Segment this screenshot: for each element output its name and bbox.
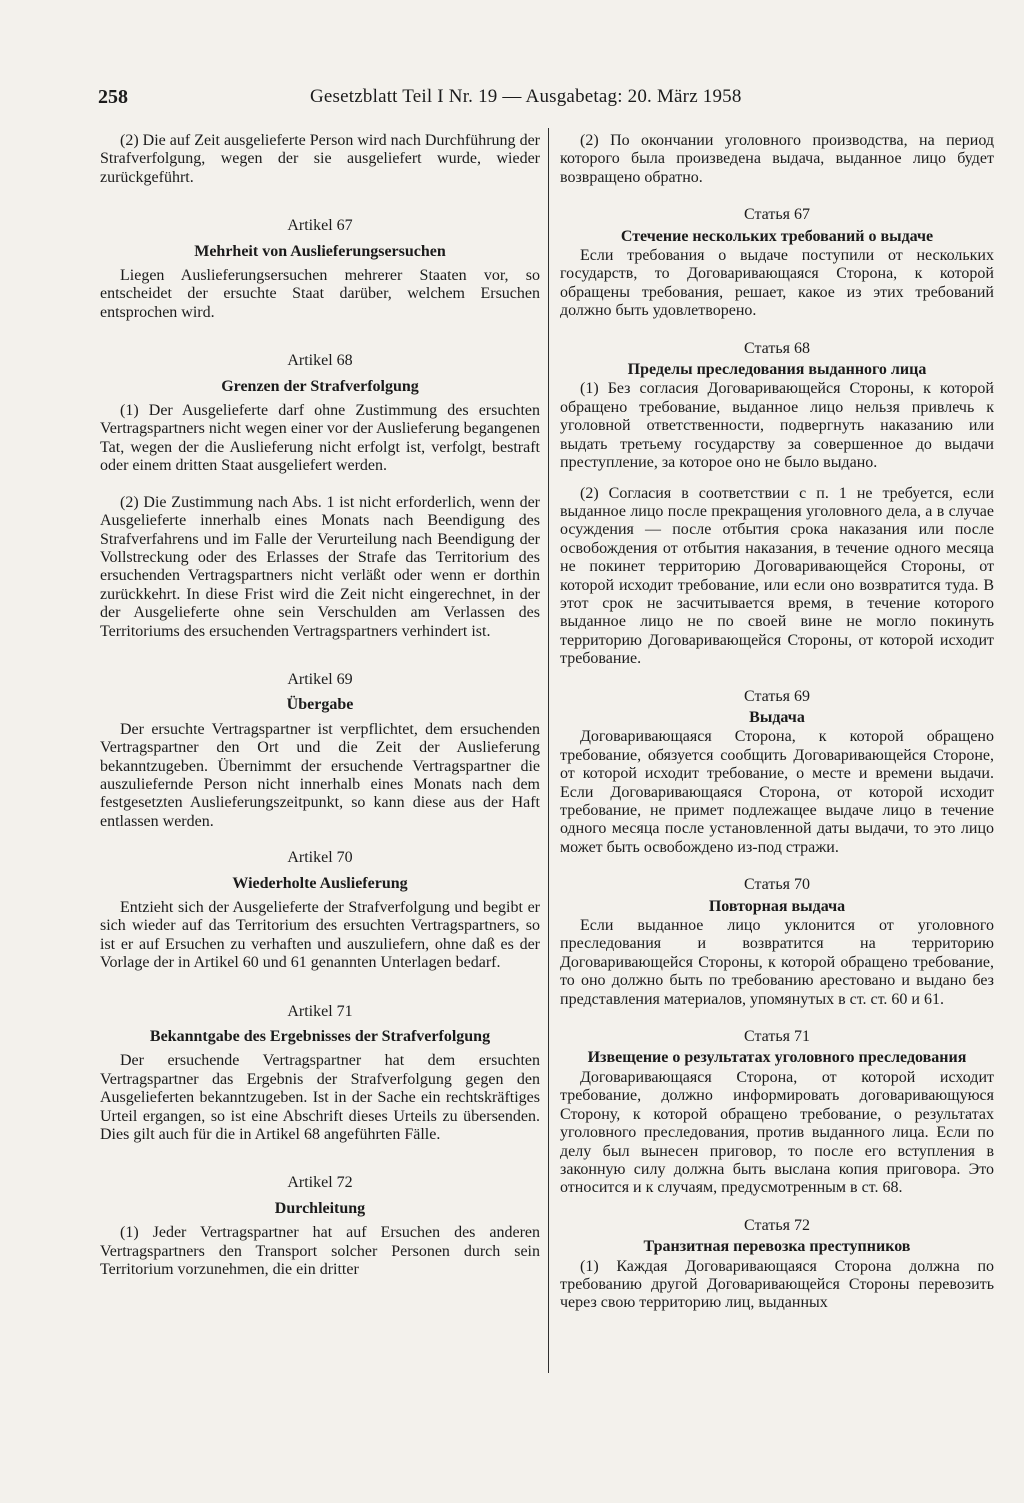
article-paragraph: Der ersuchende Vertragspartner hat dem ersuchten Vertragspartner das Ergebnis der Strafverfolgung gegen den Ausgelieferten bekanntzugeben. Ist in der Sache ein rechtskräftiges Urteil ergangen, so ist eine Abschrift dieses Urteils zu übersenden. Dies gilt auch für die in Artikel 68 angeführten Fälle. xyxy=(100,1052,540,1144)
article-number: Artikel 69 xyxy=(287,670,353,688)
article-number: Статья 69 xyxy=(744,687,810,705)
article-heading: Durchleitung xyxy=(274,1199,366,1217)
german-article-69 xyxy=(100,671,540,831)
russian-article-72 xyxy=(560,1217,994,1313)
article-number: Статья 67 xyxy=(744,206,810,224)
article-paragraph: Entzieht sich der Ausgelieferte der Strafverfolgung und begibt er sich wieder auf das Territorium des ersuchten Vertragspartners, so ist er auf Ersuchen zu verhaften und auszuliefern, ohne daß es der Vorlage der in Artikel 60 und 61 genannten Unterlagen bedarf. xyxy=(100,899,540,972)
article-number: Статья 68 xyxy=(744,339,810,357)
article-number: Статья 70 xyxy=(744,876,810,894)
article-heading: Übergabe xyxy=(286,696,354,714)
article-paragraph: (1) Без согласия Договаривающейся Стороны, к которой обращено требование, выданное лицо нельзя привлечь к уголовной ответственности, подвергнуть наказанию или выдать третьему государству за совершенное до выдачи преступление, за которое оно не было выдано. xyxy=(560,380,994,472)
article-number: Artikel 67 xyxy=(287,217,353,235)
article-heading: Пределы преследования выданного лица xyxy=(627,361,927,379)
article-number: Статья 72 xyxy=(744,1216,810,1234)
article-heading: Повторная выдача xyxy=(708,897,846,915)
running-head: Gesetzblatt Teil I Nr. 19 — Ausgabetag: 20. März 1958 xyxy=(310,86,742,107)
page-header xyxy=(98,86,994,114)
article-heading: Wiederholte Auslieferung xyxy=(232,874,408,892)
article-paragraph: Если выданное лицо уклонится от уголовного преследования и возвратится на территорию Договаривающейся Стороны, к которой обращено требование, то оно должно быть по требованию арестовано и выдано без представления материалов, упомянутых в ст. ст. 60 и 61. xyxy=(560,917,994,1008)
article-paragraph: Der ersuchte Vertragspartner ist verpflichtet, dem ersuchenden Vertragspartner den Ort und die Zeit der Auslieferung bekanntzugeben. Übernimmt der ersuchende Vertragspartner die auszuliefernde Person nicht innerhalb eines Monats nach dem festgesetzten Auslieferungszeitpunkt, so kann diese aus der Haft entlassen werden. xyxy=(100,720,540,830)
article-heading: Стечение нескольких требований о выдаче xyxy=(620,227,934,245)
german-article-68 xyxy=(100,352,540,641)
russian-article-67 xyxy=(560,206,994,320)
german-column xyxy=(100,132,540,1280)
german-article-67 xyxy=(100,217,540,322)
article-paragraph: (2) Die Zustimmung nach Abs. 1 ist nicht erforderlich, wenn der Ausgelieferte innerhalb eines Monats nach Beendigung des Strafverfahrens und im Falle der Verurteilung nach Beendigung der Vollstreckung oder des Erlasses der Strafe das Territorium des ersuchenden Vertragspartners nicht verläßt oder wenn er dorthin zurückkehrt. In diese Frist wird die Zeit nicht eingerechnet, in der der Ausgelieferte ohne sein Verschulden am Verlassen des Territoriums des ersuchenden Vertragspartners verhindert ist. xyxy=(100,493,540,640)
russian-article-70 xyxy=(560,876,994,1009)
article-paragraph: Договаривающаяся Сторона, от которой исходит требование, должно информировать договаривающуюся Сторону, к которой обращено требование, о результатах уголовного преследования, против выданного лица. Если по делу был вынесен приговор, то после его вступления в законную силу должна быть выслана копия приговора. Это относится и к случаям, предусмотренным в ст. 68. xyxy=(560,1068,994,1197)
article-number: Artikel 72 xyxy=(287,1174,353,1192)
article-paragraph: (1) Jeder Vertragspartner hat auf Ersuchen des anderen Vertragspartners den Transport solcher Personen durch sein Territorium vorzunehmen, die ein dritter xyxy=(100,1224,540,1279)
article-heading: Транзитная перевозка преступников xyxy=(643,1238,911,1256)
article-heading: Bekanntgabe des Ergebnisses der Strafverfolgung xyxy=(149,1028,491,1046)
article-paragraph: (2) Согласия в соответствии с п. 1 не требуется, если выданное лицо после прекращения уголовного дела, а в случае осуждения — после отбытия срока наказания или после освобождения от отбытия наказания, в течение одного месяца не покинет территорию Договаривающейся Стороны, от которой исходит требование, или если оно возвратится туда. В этот срок не засчитывается время, в течение которого выданное лицо не по своей вине не могло покинуть территорию Договаривающейся Стороны, от которой исходит требование. xyxy=(560,484,994,668)
russian-article-71 xyxy=(560,1028,994,1198)
article-paragraph: (1) Der Ausgelieferte darf ohne Zustimmung des ersuchten Vertragspartners nicht wegen einer vor der Auslieferung begangenen Tat, wegen der die Auslieferung nicht erfolgt ist, verfolgt, bestraft oder einem dritten Staat ausgeliefert werden. xyxy=(100,402,540,475)
russian-article-69 xyxy=(560,688,994,858)
article-number: Artikel 70 xyxy=(287,849,353,867)
russian-column xyxy=(560,132,994,1313)
article-heading: Mehrheit von Auslieferungsersuchen xyxy=(194,242,446,260)
german-article-72 xyxy=(100,1174,540,1279)
russian-intro-paragraph: (2) По окончании уголовного производства, на период которого была произведена выдача, выданное лицо будет возвращено обратно. xyxy=(560,132,994,186)
russian-article-68 xyxy=(560,340,994,669)
article-heading: Извещение о результатах уголовного преследования xyxy=(587,1049,967,1067)
article-paragraph: Договаривающаяся Сторона, к которой обращено требование, обязуется сообщить Договаривающейся Стороне, от которой исходит требование, о месте и времени выдачи. Если Договаривающаяся Сторона, от которой исходит требование, не примет подлежащее выдаче лицо в течение одного месяца после установленной даты выдачи, то это лицо может быть освобождено из-под стражи. xyxy=(560,728,994,856)
article-number: Artikel 71 xyxy=(287,1002,353,1020)
article-paragraph: Liegen Auslieferungsersuchen mehrerer Staaten vor, so entscheidet der ersuchte Staat darüber, welchem Ersuchen entsprochen wird. xyxy=(100,267,540,321)
article-paragraph: Если требования о выдаче поступили от нескольких государств, то Договаривающаяся Сторона, к которой обращены требования, решает, какое из этих требований должно быть удовлетворено. xyxy=(560,247,994,320)
article-heading: Grenzen der Strafverfolgung xyxy=(221,377,419,395)
german-article-71 xyxy=(100,1003,540,1145)
german-article-70 xyxy=(100,849,540,972)
article-paragraph: (1) Каждая Договаривающаяся Сторона должна по требованию другой Договаривающейся Стороны перевозить через свою территорию лиц, выданных xyxy=(560,1257,994,1312)
article-number: Artikel 68 xyxy=(287,352,353,370)
german-intro-paragraph: (2) Die auf Zeit ausgelieferte Person wird nach Durchführung der Strafverfolgung, wegen der sie ausgeliefert wurde, wieder zurückgeführt. xyxy=(100,132,540,186)
article-heading: Выдача xyxy=(749,708,805,726)
column-divider xyxy=(548,128,549,1373)
page-number: 258 xyxy=(98,86,128,108)
article-number: Статья 71 xyxy=(744,1028,810,1046)
